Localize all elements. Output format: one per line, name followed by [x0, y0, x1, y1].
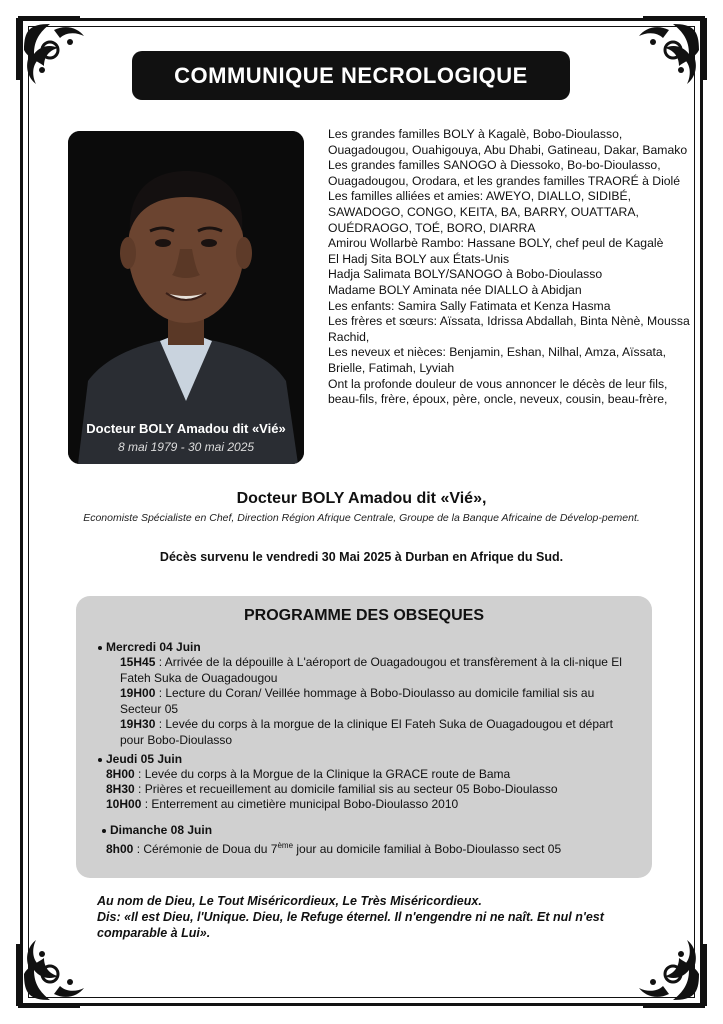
deceased-name: Docteur BOLY Amadou dit «Vié», — [236, 490, 487, 507]
list-item: Les grandes familles BOLY à Kagalè, Bobo-Dioulasso, Ouagadougou, Ouahigouya, Abu Dhabi, Gatineau, Dakar, Bamako — [328, 127, 688, 157]
ornamental-corner-icon — [621, 10, 713, 102]
bullet-icon — [98, 646, 102, 650]
page-title: COMMUNIQUE NECROLOGIQUE — [132, 51, 570, 100]
program-heading: PROGRAMME DES OBSEQUES — [243, 607, 485, 624]
program-day — [98, 640, 201, 654]
program-event: 10H00 : Enterrement au cimetière municipal Bobo-Dioulasso 2010 — [106, 797, 459, 811]
list-item: El Hadj Sita BOLY aux États-Unis — [328, 251, 510, 266]
portrait-caption-dates: 8 mai 1979 - 30 mai 2025 — [117, 440, 255, 454]
portrait-photo — [68, 131, 304, 464]
bullet-icon — [98, 758, 102, 762]
list-item: Les grandes familles SANOGO à Diessoko, Bo-bo-Dioulasso, Ouagadougou, Orodara, et les grandes familles TRAORÉ à Diolé — [328, 158, 681, 188]
deceased-title: Economiste Spécialiste en Chef, Direction Région Afrique Centrale, Groupe de la Banque Africaine de Dévelop-pement. — [83, 512, 640, 524]
program-day — [98, 752, 182, 766]
portrait-caption-name: Docteur BOLY Amadou dit «Vié» — [86, 421, 286, 436]
list-item: Les familles alliées et amies: AWEYO, DIALLO, SIDIBÉ, SAWADOGO, CONGO, KEITA, BA, BARRY, OUATTARA, OUÉDRAOGO, TOÉ, BORO, DIARRA — [328, 189, 639, 235]
deceased-death-notice: Décès survenu le vendredi 30 Mai 2025 à Durban en Afrique du Sud. — [159, 550, 564, 564]
program-event: 8H00 : Levée du corps à la Morgue de la Clinique la GRACE route de Bama — [106, 767, 511, 781]
list-item: Hadja Salimata BOLY/SANOGO à Bobo-Dioulasso — [328, 267, 603, 282]
closing-line: Au nom de Dieu, Le Tout Miséricordieux, Le Très Miséricordieux. — [97, 894, 482, 908]
program-event: 8H30 : Prières et recueillement au domicile familial sis au secteur 05 Bobo-Dioulasso — [106, 782, 558, 796]
program-event: 8h00 : Cérémonie de Doua du 7ème jour au domicile familial à Bobo-Dioulasso sect 05 — [106, 841, 562, 856]
program-day-date: Mercredi 04 Juin — [106, 640, 201, 654]
program-day — [102, 823, 212, 837]
program-day-date: Jeudi 05 Juin — [106, 752, 183, 766]
bullet-icon — [102, 829, 106, 833]
list-item: Les enfants: Samira Sally Fatimata et Kenza Hasma — [328, 298, 611, 313]
ornamental-corner-icon — [10, 922, 102, 1014]
list-item: Les neveux et nièces: Benjamin, Eshan, Nilhal, Amza, Aïssata, Brielle, Fatimah, Lyviah — [328, 345, 667, 375]
program-event: 15H45 : Arrivée de la dépouille à L'aéroport de Ouagadougou et transfèrement à la cli-nique El Fateh Suka de Ouagadougou — [120, 655, 622, 685]
program-event: 19H30 : Levée du corps à la morgue de la clinique El Fateh Suka de Ouagadougou et départ pour Bobo-Dioulasso — [120, 717, 614, 747]
ornamental-corner-icon — [10, 10, 102, 102]
closing-verse — [97, 893, 657, 941]
list-item: Madame BOLY Aminata née DIALLO à Abidjan — [328, 282, 582, 297]
program-day-date: Dimanche 08 Juin — [110, 823, 213, 837]
portrait-card — [68, 131, 304, 464]
list-item: Ont la profonde douleur de vous annoncer le décès de leur fils, beau-fils, frère, époux, père, oncle, neveux, cousin, beau-frère, — [328, 376, 668, 407]
closing-line: Dis: «Il est Dieu, l'Unique. Dieu, le Refuge éternel. Il n'engendre ni ne naît. Et nul n'est comparable à Lui». — [97, 910, 604, 940]
families-list — [328, 127, 698, 408]
funeral-program-box — [76, 596, 652, 878]
list-item: Amirou Wollarbè Rambo: Hassane BOLY, chef peul de Kagalè — [328, 236, 664, 251]
list-item: Les frères et sœurs: Aïssata, Idrissa Abdallah, Binta Nènè, Moussa Rachid, — [328, 314, 690, 344]
program-event: 19H00 : Lecture du Coran/ Veillée hommage à Bobo-Dioulasso au domicile familial sis au Secteur 05 — [120, 686, 595, 716]
